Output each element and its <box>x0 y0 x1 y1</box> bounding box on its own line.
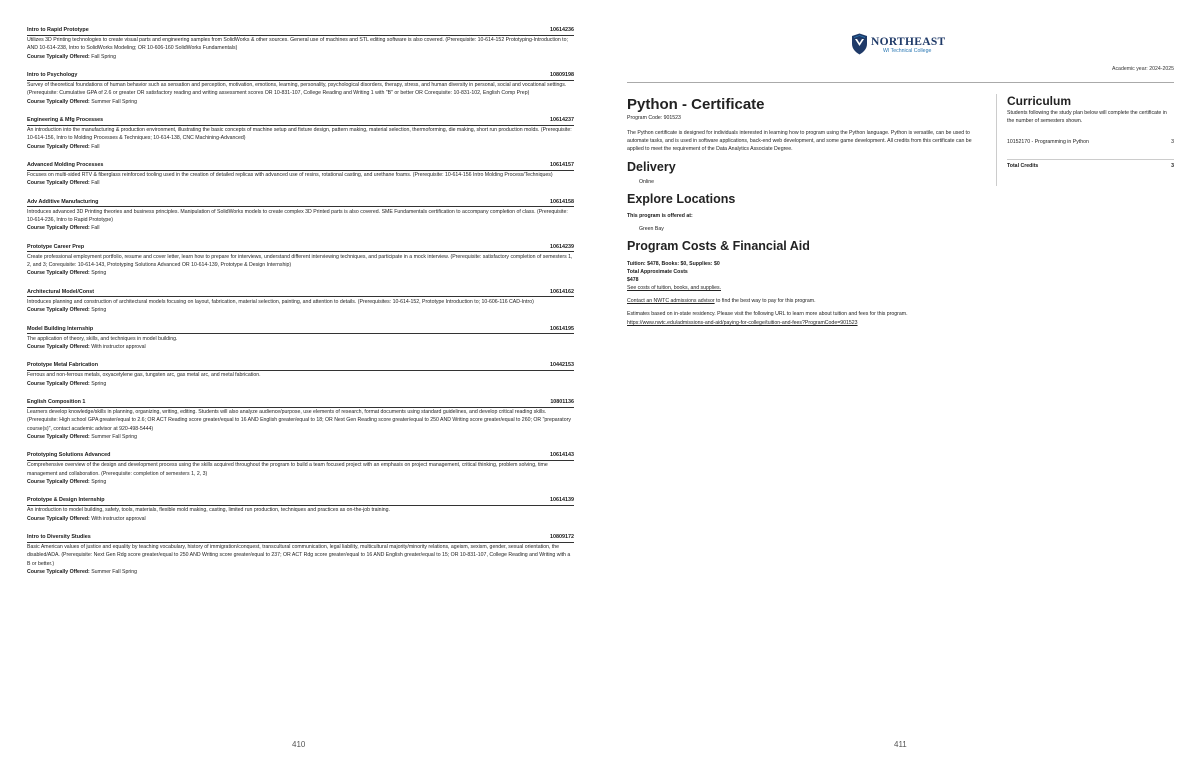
delivery-heading: Delivery <box>627 159 676 174</box>
course-description: Focuses on multi-sided RTV & fiberglass reinforced tooling used in the creation of detailed replicas with advanced use of resins, rotational casting, and urethane foams. (Prerequisite: 10-614-156 Intro Molding Process/Techniques) <box>27 172 553 179</box>
total-costs-value: $478 <box>627 277 639 284</box>
course-header <box>27 162 574 171</box>
tuition-url-link[interactable]: https://www.nwtc.edu/admissions-and-aid/paying-for-college/tuition-and-fees?ProgramCode=901523 <box>627 319 858 326</box>
course-title: Prototype & Design Internship <box>27 497 105 504</box>
costs-block <box>627 260 983 293</box>
program-main-column <box>627 96 983 327</box>
course-offered <box>27 343 574 351</box>
course-description: Introduces planning and construction of architectural models focusing on layout, fabrication, material selection, painting, and attention to details. (Prerequisites: 10-614-152, Prototype Introduction to; 10-606-116 CAD-Intro) <box>27 298 534 305</box>
program-code: Program Code: 901523 <box>627 115 681 121</box>
course-entry <box>27 199 574 233</box>
course-code: 10614162 <box>550 288 574 295</box>
course-header <box>27 199 574 208</box>
see-costs-link[interactable]: See costs of tuition, books, and supplies. <box>627 285 722 292</box>
course-code: 10614158 <box>550 198 574 205</box>
course-header <box>27 399 574 408</box>
course-title: Intro to Diversity Studies <box>27 534 91 541</box>
course-offered-value: Fall <box>91 225 100 232</box>
course-description: Basic American values of justice and equality by teaching vocabulary, history of immigration/conquest, transcultural communication, legal liability, multicultural majority/minority relations, ageism, sexism, gender, sexual orientation, the disabled/ADA. (Prerequisite: Next Gen Rdg score greater/equal to 250 AND Writing score greater/equal to 237; OR ACT Rdg score greater/equal to 16 AND English greater/equal to 15; OR 10-831-107, College Reading and Writing with a B or better.) <box>27 544 571 567</box>
course-code: 10614157 <box>550 162 574 168</box>
course-offered-label: Course Typically Offered: <box>27 307 90 314</box>
course-offered-label: Course Typically Offered: <box>27 143 90 150</box>
course-entry <box>27 452 574 486</box>
program-title: Python - Certificate <box>627 96 765 113</box>
header-divider <box>627 82 1174 83</box>
course-offered-label: Course Typically Offered: <box>27 343 90 350</box>
advisor-text: to find the best way to pay for this program. <box>714 298 816 305</box>
course-offered-value: With instructor approval <box>91 515 146 522</box>
course-code: 10614143 <box>550 452 574 459</box>
course-offered-label: Course Typically Offered: <box>27 515 90 522</box>
course-description: Ferrous and non-ferrous metals, oxyacetylene gas, tungsten arc, gas metal arc, and metal fabrication. <box>27 372 261 379</box>
course-title: Advanced Molding Processes <box>27 162 104 168</box>
course-title: Prototyping Solutions Advanced <box>27 452 111 459</box>
course-description: An introduction to model building, safety, tools, materials, flexible mold making, casting, limited run production, techniques and practices as on-the-job training. <box>27 507 390 514</box>
course-code: 10614239 <box>550 243 574 250</box>
curriculum-course-row <box>1007 139 1174 160</box>
course-offered-value: Spring <box>91 307 107 314</box>
course-offered-label: Course Typically Offered: <box>27 568 90 575</box>
course-code: 10809172 <box>550 534 574 541</box>
course-offered-label: Course Typically Offered: <box>27 478 90 485</box>
curriculum-total-row <box>1007 163 1174 169</box>
course-offered-value: Summer Fall Spring <box>91 568 138 575</box>
course-description: Comprehensive overview of the design and development process using the skills acquired throughout the program to build a team focused project with an emphasis on project management, critical thinking, problem solving, time management and collaboration. (Prerequisite: completion of semesters 1, 2, 3) <box>27 462 548 477</box>
course-description: Introduces advanced 3D Printing theories and business principles. Manipulation of SolidWorks models to create complex 3D Printed parts is also covered. SME Fundamentals certification to accompany completion of class. (Prerequisite: 10-614-236, Intro to Rapid Prototype) <box>27 208 568 224</box>
course-title: English Composition 1 <box>27 399 86 406</box>
total-costs-label: Total Approximate Costs <box>627 268 688 275</box>
course-offered-value: Spring <box>91 270 107 277</box>
course-offered-value: Spring <box>91 478 107 485</box>
course-list <box>27 27 574 587</box>
course-header <box>27 117 574 126</box>
course-title: Intro to Psychology <box>27 72 78 78</box>
course-offered-value: Summer Fall Spring <box>91 98 138 105</box>
course-offered-value: With instructor approval <box>91 343 146 350</box>
course-entry <box>27 72 574 106</box>
course-offered-label: Course Typically Offered: <box>27 98 90 105</box>
academic-year: Academic year: 2024-2025 <box>1112 66 1174 72</box>
course-offered-value: Spring <box>91 380 107 387</box>
course-entry <box>27 244 574 278</box>
course-entry <box>27 289 574 314</box>
course-offered-label: Course Typically Offered: <box>27 225 90 232</box>
course-header <box>27 452 574 461</box>
curriculum-course-name: 10152170 - Programming in Python <box>1007 139 1089 145</box>
location-value: Green Bay <box>639 225 664 232</box>
course-title: Intro to Rapid Prototype <box>27 27 89 33</box>
course-title: Engineering & Mfg Processes <box>27 117 104 123</box>
course-offered <box>27 269 574 277</box>
curriculum-description: Students following the study plan below will complete the certificate in the number of semesters shown. <box>1007 110 1167 124</box>
offered-at-label: This program is offered at: <box>627 212 693 219</box>
course-code: 10614195 <box>550 325 574 332</box>
course-entry <box>27 534 574 576</box>
course-code: 10614236 <box>550 27 574 33</box>
course-offered <box>27 143 574 151</box>
course-entry <box>27 162 574 187</box>
course-offered-label: Course Typically Offered: <box>27 53 90 60</box>
course-code: 10442153 <box>550 362 574 369</box>
course-description: Learners develop knowledge/skills in planning, organizing, writing, editing. Students will also analyze audience/purpose, use elements of research, format documents using standard guidelines, and develop critical reading skills. (Prerequisite: High school GPA greater/equal to 2.6; OR ACT Reading score greater/equal to 16 AND English greater/equal to 18; OR Next Gen Reading score greater/equal to 250 AND Writing score greater/equal to 260; OR "preparatory course(s)", contact academic advisor at 920-498-5444) <box>27 409 571 432</box>
course-header <box>27 244 574 253</box>
course-offered <box>27 306 574 314</box>
course-offered-value: Fall <box>91 143 100 150</box>
estimates-text: Estimates based on in-state residency. Please visit the following URL to learn more about tuition and fees for this program. <box>627 311 908 318</box>
course-code: 10614237 <box>550 117 574 123</box>
course-title: Prototype Metal Fabrication <box>27 362 98 369</box>
course-offered <box>27 478 574 486</box>
curriculum-heading: Curriculum <box>1007 94 1072 108</box>
advisor-line <box>627 297 983 305</box>
course-offered <box>27 98 574 106</box>
curriculum-sidebar <box>996 94 1174 186</box>
course-offered <box>27 568 574 576</box>
total-credits-label: Total Credits <box>1007 163 1039 169</box>
delivery-value: Online <box>639 178 654 185</box>
logo-name: NORTHEAST <box>871 36 946 48</box>
course-offered <box>27 179 574 187</box>
course-entry <box>27 326 574 351</box>
northeast-shield-logo-icon <box>851 33 868 55</box>
course-header <box>27 362 574 371</box>
course-offered-value: Fall Spring <box>91 53 116 60</box>
page-number-right: 411 <box>894 740 907 749</box>
course-offered <box>27 224 574 232</box>
course-offered-label: Course Typically Offered: <box>27 433 90 440</box>
tuition-line: Tuition: $478, Books: $0, Supplies: $0 <box>627 260 720 267</box>
course-entry <box>27 399 574 441</box>
course-title: Prototype Career Prep <box>27 243 85 250</box>
course-header <box>27 534 574 543</box>
course-entry <box>27 27 574 61</box>
course-header <box>27 289 574 298</box>
advisor-link[interactable]: Contact an NWTC admissions advisor <box>627 298 715 305</box>
course-entry <box>27 497 574 522</box>
right-page <box>600 0 1200 776</box>
course-entry <box>27 362 574 387</box>
course-offered-label: Course Typically Offered: <box>27 380 90 387</box>
course-offered-label: Course Typically Offered: <box>27 270 90 277</box>
course-description: Create professional employment portfolio, resume and cover letter, learn how to prepare for interviews, understand different interviewing techniques, and participate in a mock interview. (Prerequisite: satisfactory completion of semesters 1, 2, and 3; Corequisite: 10-614-143, Prototyping Solutions Advanced OR 10-614-139, Prototype & Design Internship) <box>27 253 573 269</box>
course-offered-value: Summer Fall Spring <box>91 433 138 440</box>
course-header <box>27 326 574 335</box>
course-code: 10614139 <box>550 497 574 504</box>
costs-heading: Program Costs & Financial Aid <box>627 238 810 253</box>
course-description: Utilizes 3D Printing technologies to create visual parts and engineering samples from SolidWorks & other sources. General use of machines and STL editing software is also covered. (Prerequisite: 10-614-152 Prototyping-Introduction to; AND 10-614-238, Intro to SolidWorks Modeling; OR 10-606-160 SolidWorks Fundamentals) <box>27 37 568 52</box>
course-description: The application of theory, skills, and techniques in model building. <box>27 335 178 342</box>
locations-heading: Explore Locations <box>627 191 736 206</box>
course-offered-label: Course Typically Offered: <box>27 180 90 187</box>
course-title: Model Building Internship <box>27 325 94 332</box>
estimates-block <box>627 310 983 326</box>
course-offered <box>27 380 574 388</box>
course-header <box>27 72 574 81</box>
page-number-left: 410 <box>292 740 306 749</box>
program-description: The Python certificate is designed for individuals interested in learning how to program using the Python language. Python is versatile, can be used to automate tasks, and is used in software applications, back-end web development, and some game development. All credits from this certificate can be applied to meet the requirement of the Data Analytics Associate Degree. <box>627 130 972 153</box>
logo-subtitle: WI Technical College <box>883 48 932 54</box>
course-offered-value: Fall <box>91 180 100 187</box>
course-title: Adv Additive Manufacturing <box>27 198 99 205</box>
course-offered <box>27 515 574 523</box>
course-offered <box>27 433 574 441</box>
course-description: Survey of theoretical foundations of human behavior such as sensation and perception, motivation, emotions, learning, personality, psychological disorders, therapy, stress, and human diversity in personal, social and vocational settings. (Prerequisite: Cumulative GPA of 2.6 or greater OR satisfactory reading and writing assessment scores OR 10-831-107, College Reading and Writing 1 with "B" or better OR Corequisite: 10-831-102, English Comp Prep) <box>27 82 567 97</box>
total-credits-value: 3 <box>1171 163 1174 169</box>
course-header <box>27 27 574 36</box>
college-logo <box>851 33 952 56</box>
course-title: Architectural Model/Const <box>27 288 95 295</box>
course-entry <box>27 117 574 151</box>
course-code: 10801136 <box>550 399 574 406</box>
curriculum-course-credits: 3 <box>1171 139 1174 145</box>
course-code: 10809198 <box>550 72 574 78</box>
course-offered <box>27 53 574 61</box>
course-description: An introduction into the manufacturing & production environment, illustrating the basic concepts of machine setup and fixture design, pattern making, material selection, thermoforming, die making, short run production molds. (Prerequisite: 10-614-156, Intro to Molding Processes & Techniques; 10-614-138, CNC Machining-Advanced) <box>27 127 572 142</box>
course-header <box>27 497 574 506</box>
